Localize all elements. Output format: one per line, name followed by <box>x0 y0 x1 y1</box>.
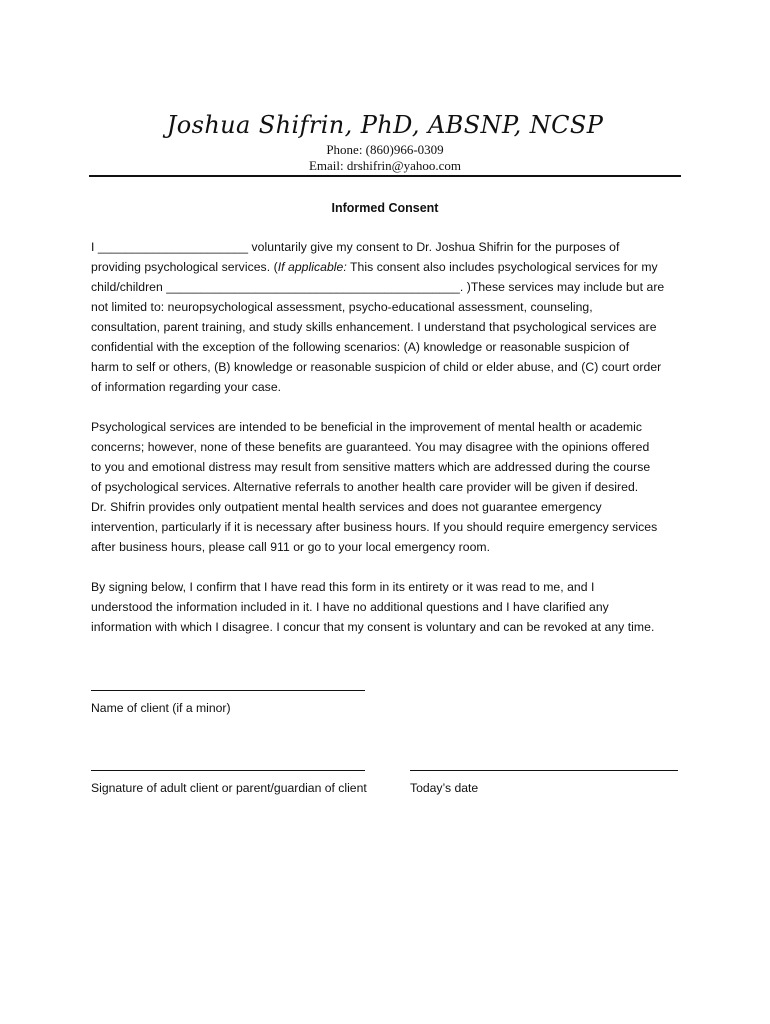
email-address: Email: drshifrin@yahoo.com <box>308 158 462 173</box>
consent-paragraph <box>91 237 683 397</box>
date-line[interactable] <box>410 770 678 771</box>
document-title: Informed Consent <box>331 201 439 215</box>
paragraph-line: child/children ___________________________________________. )These services may include but are <box>91 280 665 294</box>
letterhead <box>90 108 680 174</box>
paragraph-line: after business hours, please call 911 or go to your local emergency room. <box>91 540 491 554</box>
paragraph-line: to you and emotional distress may result from sensitive matters which are addressed during the course <box>91 460 651 474</box>
signature-block <box>91 770 367 797</box>
paragraph-line: concerns; however, none of these benefits are guaranteed. You may disagree with the opinions offered <box>91 440 650 454</box>
doctor-name: Joshua Shifrin, PhD, ABSNP, NCSP <box>166 111 604 139</box>
date-block <box>410 770 678 797</box>
paragraph-line: Psychological services are intended to be beneficial in the improvement of mental health or academic <box>91 420 643 434</box>
paragraph-line: I ______________________ voluntarily give my consent to Dr. Joshua Shifrin for the purposes of <box>91 240 620 254</box>
paragraph-line: By signing below, I confirm that I have read this form in its entirety or it was read to me, and I <box>91 580 595 594</box>
paragraph-line: Dr. Shifrin provides only outpatient mental health services and does not guarantee emergency <box>91 500 602 514</box>
date-label: Today’s date <box>410 781 479 795</box>
header-divider <box>89 175 681 177</box>
paragraph-line: information with which I disagree. I concur that my consent is voluntary and can be revoked at any time. <box>91 620 655 634</box>
paragraph-line: not limited to: neuropsychological assessment, psycho-educational assessment, counseling, <box>91 300 593 314</box>
client-name-label: Name of client (if a minor) <box>91 701 231 715</box>
services-paragraph <box>91 417 683 557</box>
line-text-suffix: This consent also includes psychological services for my <box>346 260 658 274</box>
client-name-line[interactable] <box>91 690 365 691</box>
paragraph-line: of information regarding your case. <box>91 380 282 394</box>
paragraph-line <box>91 257 683 277</box>
paragraph-line: harm to self or others, (B) knowledge or reasonable suspicion of child or elder abuse, and (C) court order <box>91 360 662 374</box>
signature-line[interactable] <box>91 770 365 771</box>
signature-label: Signature of adult client or parent/guardian of client <box>91 781 367 795</box>
paragraph-line: confidential with the exception of the following scenarios: (A) knowledge or reasonable suspicion of <box>91 340 630 354</box>
paragraph-line: consultation, parent training, and study skills enhancement. I understand that psychological services are <box>91 320 657 334</box>
client-name-block <box>91 690 365 717</box>
line-text-prefix: providing psychological services. ( <box>91 260 278 274</box>
phone-number: Phone: (860)966-0309 <box>326 142 444 157</box>
paragraph-line: understood the information included in it. I have no additional questions and I have clarified any <box>91 600 609 614</box>
confirmation-paragraph <box>91 577 683 637</box>
paragraph-line: of psychological services. Alternative referrals to another health care provider will be given if desired. <box>91 480 639 494</box>
paragraph-line: intervention, particularly if it is necessary after business hours. If you should require emergency services <box>91 520 658 534</box>
if-applicable-note: If applicable: <box>277 260 347 274</box>
